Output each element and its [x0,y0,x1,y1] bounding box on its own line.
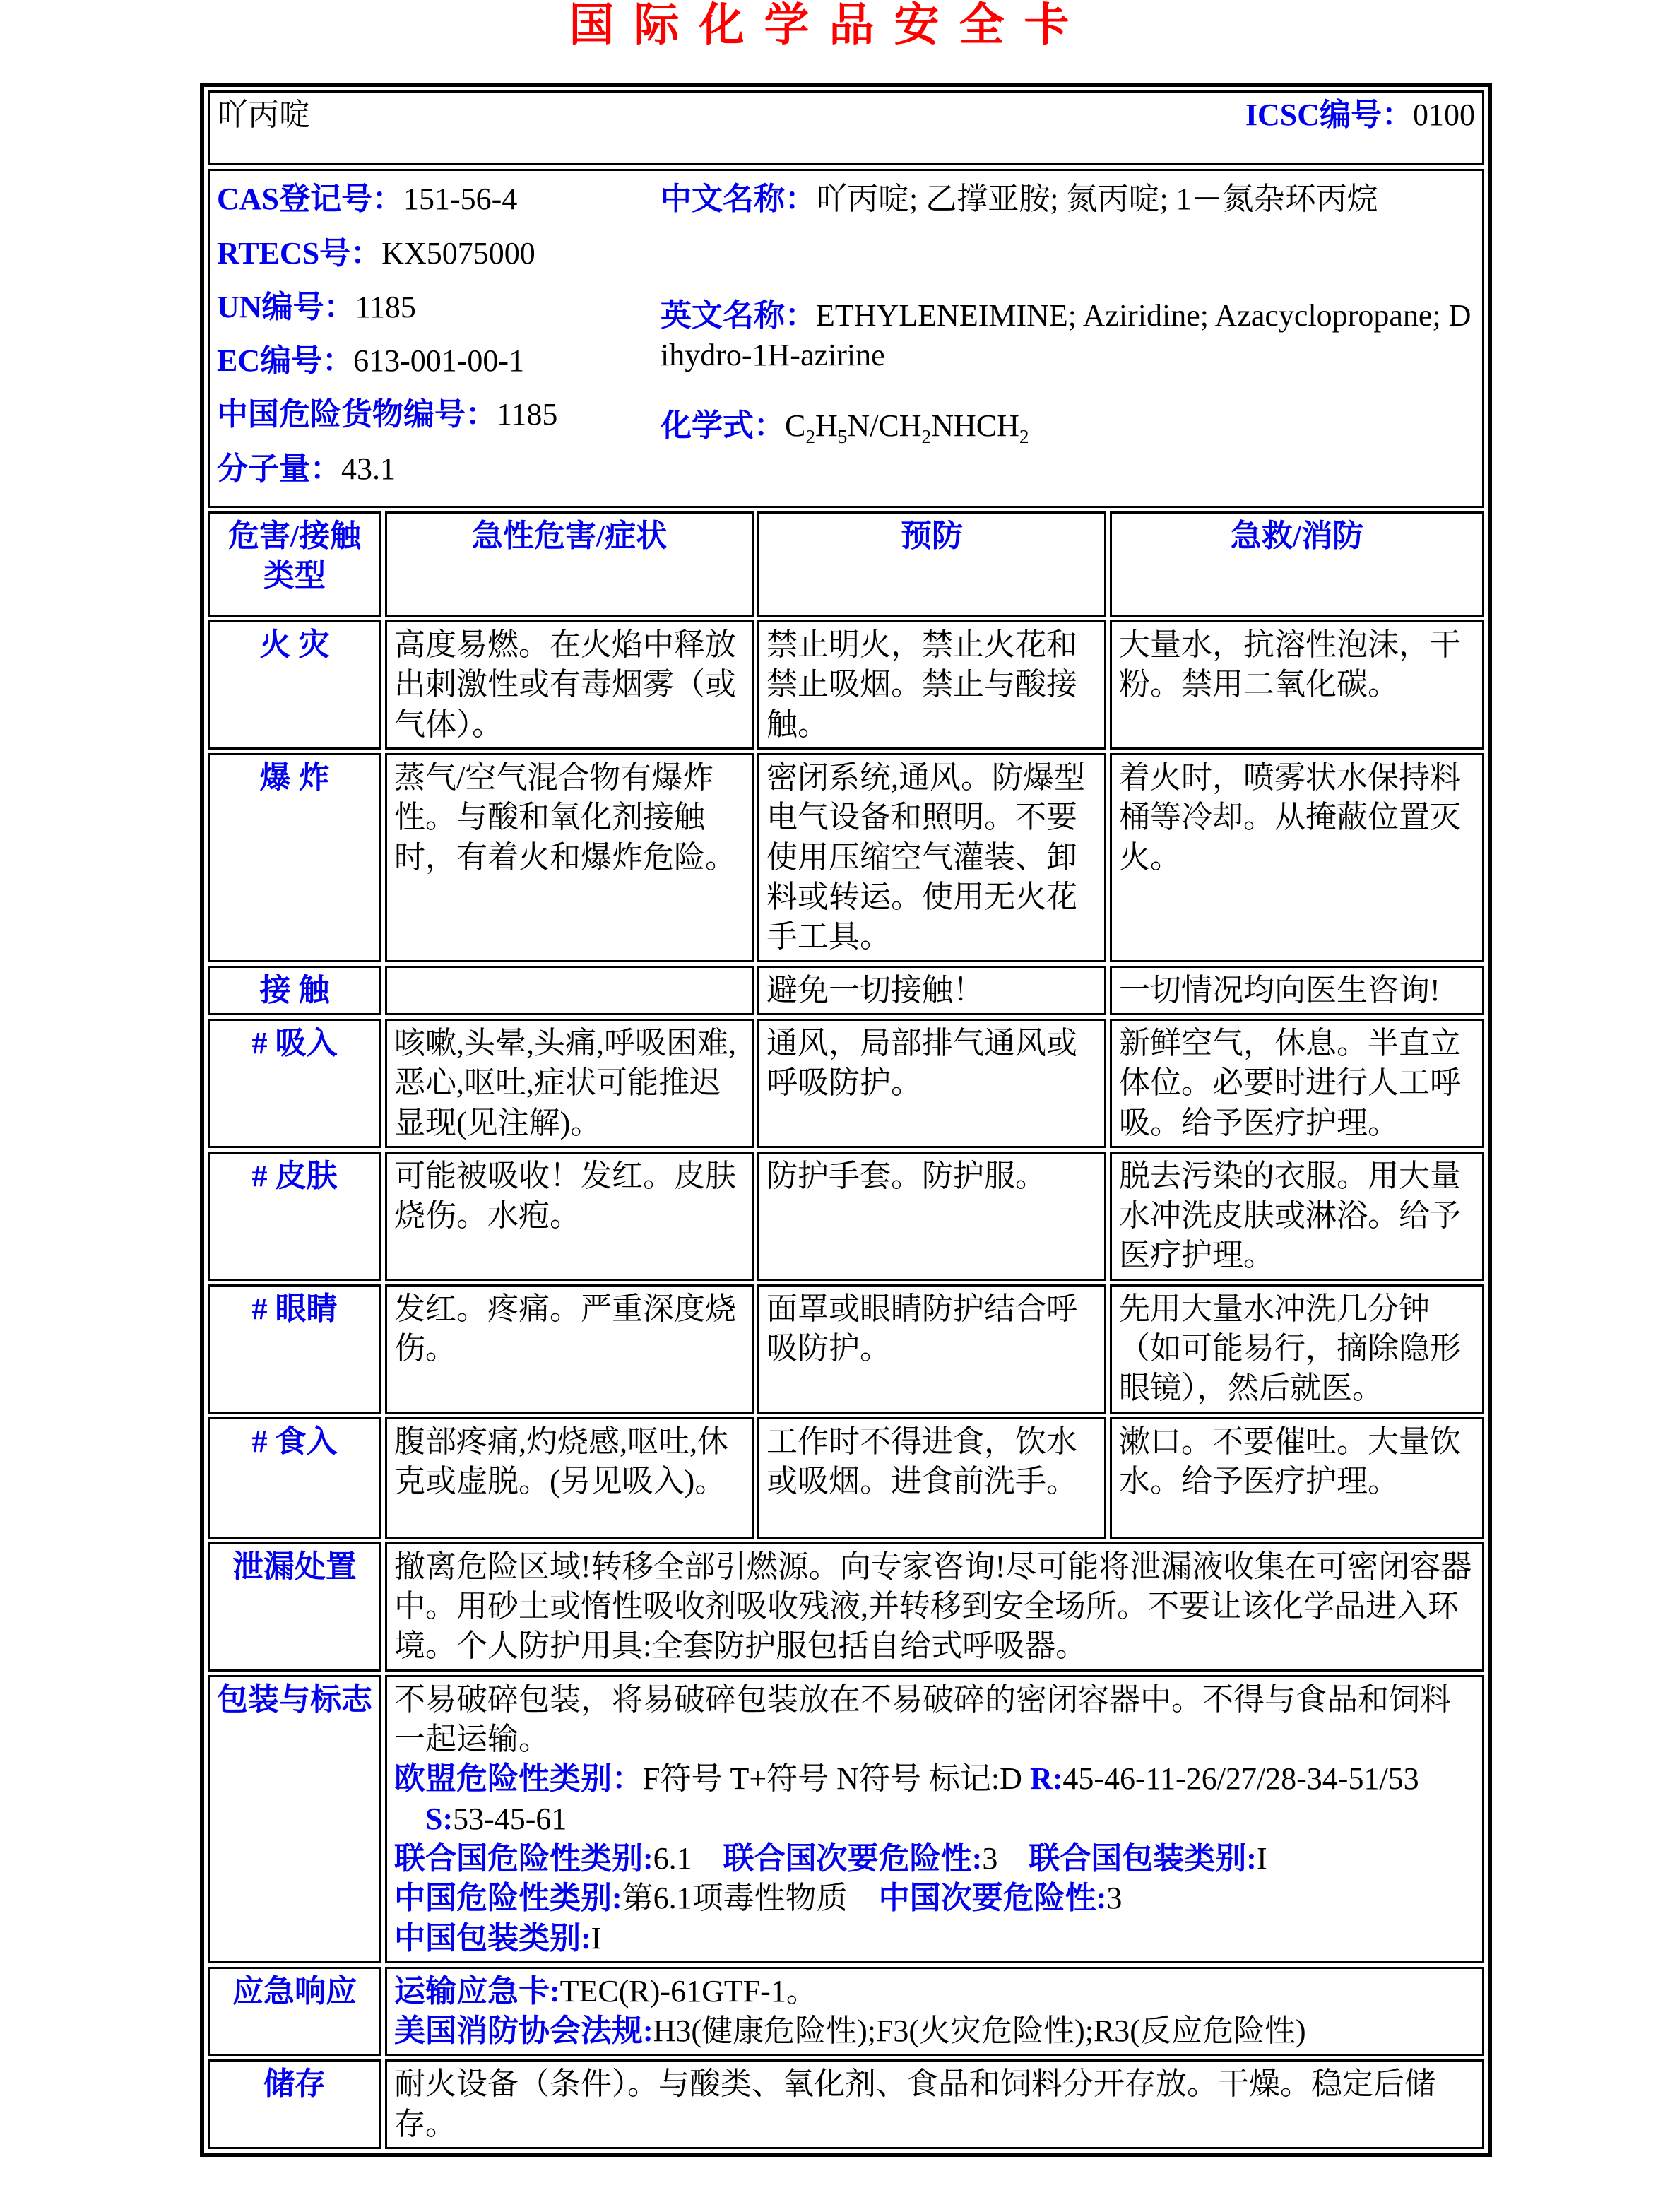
storage-row [208,2059,1484,2149]
hazard-type-cell: # 吸入 [208,1019,381,1148]
id-field-value: 1185 [497,397,558,432]
hazard-row-ingestion [208,1417,1484,1539]
spill-disposal-text: 撤离危险区域!转移全部引燃源。向专家咨询!尽可能将泄漏液收集在可密闭容器中。用砂土或惰性吸收剂吸收残液,并转移到安全场所。不要让该化学品进入环境。个人防护用具:全套防护服包括自给式呼吸器。 [385,1542,1484,1672]
packaging-cn-line [394,1879,1475,1918]
prevention-cell: 工作时不得进食，饮水或吸烟。进食前洗手。 [757,1417,1106,1539]
first-aid-cell: 一切情况均向医生咨询! [1110,966,1484,1015]
symptoms-cell [385,966,754,1015]
nfpa-value: H3(健康危险性);F3(火灾危险性);R3(反应危险性) [653,2013,1306,2049]
tec-value: TEC(R)-61GTF-1。 [559,1973,817,2009]
hazard-header-row [208,511,1484,617]
packaging-un-line [394,1839,1475,1879]
packaging-labeling-row [208,1675,1484,1963]
card-header-row [208,90,1484,165]
id-field-label: CAS登记号： [217,182,404,217]
spill-disposal-label: 泄漏处置 [208,1542,381,1672]
identification-names [655,174,1475,503]
prevention-cell: 通风，局部排气通风或呼吸防护。 [757,1019,1106,1148]
chemical-formula-block [661,406,1475,449]
storage-label: 储存 [208,2059,381,2149]
chemical-formula-label: 化学式： [661,408,785,444]
chinese-name-label: 中文名称： [661,182,816,217]
id-field-un [217,288,655,327]
chemical-name: 吖丙啶 [217,97,310,133]
id-field-value: 43.1 [341,451,396,486]
first-aid-cell: 脱去污染的衣服。用大量水冲洗皮肤或淋浴。给予医疗护理。 [1110,1152,1484,1281]
packaging-labeling-content [385,1675,1484,1963]
hazard-row-eyes [208,1284,1484,1414]
hazard-row-contact [208,966,1484,1015]
id-field-value: KX5075000 [381,235,535,271]
icsc-number-value: 0100 [1413,97,1476,133]
first-aid-cell: 大量水，抗溶性泡沫，干粉。禁用二氧化碳。 [1110,620,1484,750]
s-phrases-value: 53-45-61 [453,1801,567,1836]
prevention-cell: 面罩或眼睛防护结合呼吸防护。 [757,1284,1106,1414]
packaging-labeling-label: 包装与标志 [208,1675,381,1963]
hazard-row-skin [208,1152,1484,1281]
chemical-formula-value: $C_2H_5N/CH_2NHCH_2$ [785,408,1029,447]
prevention-cell: 禁止明火，禁止火花和禁止吸烟。禁止与酸接触。 [757,620,1106,750]
cn-class-label: 中国危险性类别: [394,1881,622,1916]
un-class-label: 联合国危险性类别: [394,1840,653,1876]
hazard-type-cell: # 眼睛 [208,1284,381,1414]
icsc-card-table [200,83,1492,2157]
storage-text: 耐火设备（条件）。与酸类、氧化剂、食品和饲料分开存放。干燥。稳定后储存。 [385,2059,1484,2149]
prevention-cell: 密闭系统,通风。防爆型电气设备和照明。不要使用压缩空气灌装、卸料或转运。使用无火花手工具。 [757,753,1106,962]
id-field-rtecs [217,234,655,273]
symptoms-cell: 高度易燃。在火焰中释放出刺激性或有毒烟雾（或气体）。 [385,620,754,750]
nfpa-line [394,2011,1475,2051]
hazard-type-cell: 火 灾 [208,620,381,750]
un-packgroup-value: I [1256,1840,1267,1876]
hazard-header-prevention: 预防 [757,511,1106,617]
cn-packgroup-label: 中国包装类别: [394,1920,591,1956]
identification-row [208,169,1484,508]
english-name-label: 英文名称： [661,297,816,333]
r-phrases-label: R: [1029,1761,1063,1797]
first-aid-cell: 新鲜空气，休息。半直立体位。必要时进行人工呼吸。给予医疗护理。 [1110,1019,1484,1148]
identification-cell [208,169,1484,508]
eu-class-value: F符号 T+符号 N符号 标记:D [643,1761,1030,1797]
id-field-label: 中国危险货物编号： [217,397,497,432]
prevention-cell: 避免一切接触！ [757,966,1106,1015]
hazard-type-cell: # 皮肤 [208,1152,381,1281]
hazard-type-cell: # 食入 [208,1417,381,1539]
hazard-row-fire [208,620,1484,750]
symptoms-cell: 可能被吸收！发红。皮肤烧伤。水疱。 [385,1152,754,1281]
r-phrases-value: 45-46-11-26/27/28-34-51/53 [1062,1761,1419,1797]
hazard-type-cell: 爆 炸 [208,753,381,962]
english-name-value: ETHYLENEIMINE; Aziridine; Azacyclopropane; Dihydro-1H-azirine [661,297,1472,372]
id-field-value: 613-001-00-1 [353,343,525,379]
symptoms-cell: 蒸气/空气混合物有爆炸性。与酸和氧化剂接触时，有着火和爆炸危险。 [385,753,754,962]
icsc-number [1245,95,1475,135]
emergency-response-content [385,1967,1484,2057]
id-field-label: 分子量： [217,451,341,486]
cn-packgroup-value: I [591,1920,602,1956]
packaging-cn-pack-line [394,1919,1475,1958]
un-subrisk-label: 联合国次要危险性: [723,1840,983,1876]
id-field-ec [217,341,655,381]
symptoms-cell: 腹部疼痛,灼烧感,呕吐,休克或虚脱。(另见吸入)。 [385,1417,754,1539]
id-field-label: EC编号： [217,343,354,379]
chinese-name-value: 吖丙啶; 乙撑亚胺; 氮丙啶; 1－氮杂环丙烷 [816,182,1378,217]
first-aid-cell: 着火时，喷雾状水保持料桶等冷却。从掩蔽位置灭火。 [1110,753,1484,962]
id-field-china-dg [217,395,655,434]
packaging-eu-line [394,1759,1475,1839]
first-aid-cell: 漱口。不要催吐。大量饮水。给予医疗护理。 [1110,1417,1484,1539]
hazard-header-type: 危害/接触 类型 [208,511,381,617]
eu-class-label: 欧盟危险性类别： [394,1761,643,1797]
id-field-label: UN编号： [217,289,355,324]
cn-subrisk-label: 中国次要危险性: [878,1881,1107,1916]
id-field-molweight [217,449,655,489]
cn-subrisk-value: 3 [1106,1881,1123,1916]
id-field-value: 151-56-4 [403,182,518,217]
id-field-cas [217,179,655,219]
first-aid-cell: 先用大量水冲洗几分钟（如可能易行，摘除隐形眼镜），然后就医。 [1110,1284,1484,1414]
id-field-value: 1185 [355,289,416,324]
hazard-header-first-aid: 急救/消防 [1110,511,1484,617]
cn-class-value: 第6.1项毒性物质 [622,1881,848,1916]
un-packgroup-label: 联合国包装类别: [1029,1840,1257,1876]
card-header-cell [208,90,1484,165]
english-name-block [661,296,1475,376]
icsc-number-label: ICSC编号： [1245,97,1414,133]
id-field-label: RTECS号： [217,235,382,271]
symptoms-cell: 发红。疼痛。严重深度烧伤。 [385,1284,754,1414]
un-subrisk-value: 3 [982,1840,998,1876]
page-title: 国际化学品安全卡 [569,0,1089,50]
hazard-row-explosion [208,753,1484,962]
un-class-value: 6.1 [653,1840,692,1876]
emergency-response-label: 应急响应 [208,1967,381,2057]
nfpa-label: 美国消防协会法规: [394,2013,653,2049]
chinese-name-block [661,179,1475,219]
emergency-response-row [208,1967,1484,2057]
identification-numbers [217,174,655,503]
s-phrases-label: S: [425,1801,454,1836]
hazard-type-cell: 接 触 [208,966,381,1015]
hazard-header-symptoms: 急性危害/症状 [385,511,754,617]
packaging-intro: 不易破碎包装，将易破碎包装放在不易破碎的密闭容器中。不得与食品和饲料一起运输。 [394,1681,1451,1756]
symptoms-cell: 咳嗽,头晕,头痛,呼吸困难,恶心,呕吐,症状可能推迟显现(见注解)。 [385,1019,754,1148]
hazard-row-inhalation [208,1019,1484,1148]
tec-label: 运输应急卡: [394,1973,560,2009]
spill-disposal-row [208,1542,1484,1672]
prevention-cell: 防护手套。防护服。 [757,1152,1106,1281]
transport-emergency-card-line [394,1972,1475,2011]
